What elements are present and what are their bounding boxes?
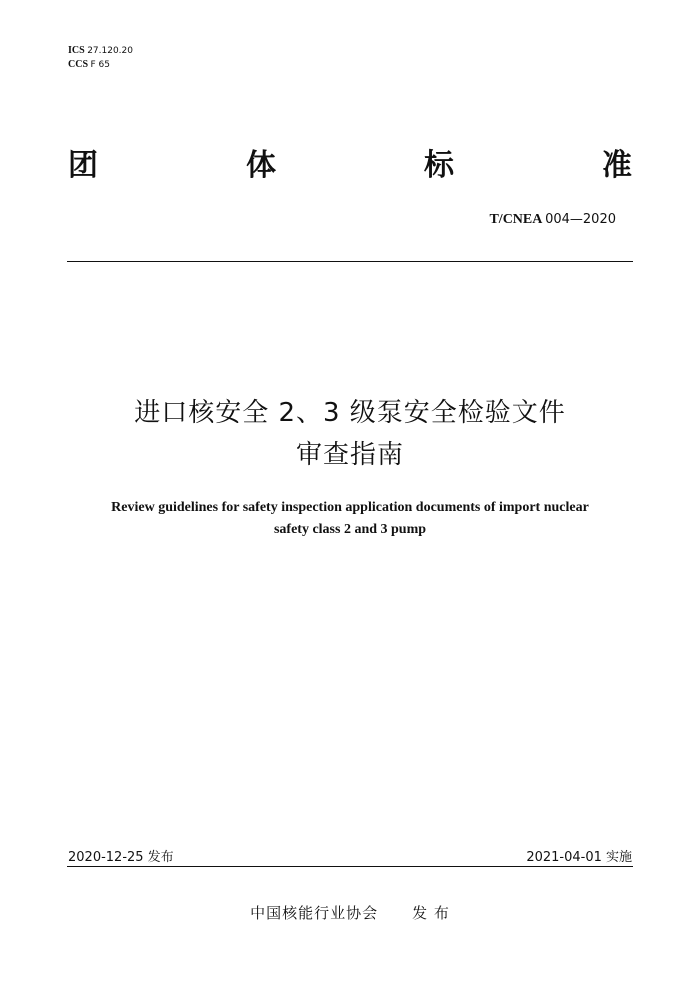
standard-type-char: 标	[424, 148, 454, 183]
issuer-suffix: 发 布	[412, 904, 450, 922]
standard-type-char: 体	[246, 148, 276, 183]
title-en-line-1: Review guidelines for safety inspection application documents of import nuclear	[111, 500, 589, 515]
document-title-cn	[0, 392, 700, 476]
title-cn-line-2: 审查指南	[295, 440, 404, 470]
implement-date: 2021-04-01 实施	[526, 850, 632, 865]
ics-code: ICS 27.120.20	[68, 45, 133, 56]
standard-type-heading	[68, 140, 632, 184]
classification-codes	[68, 44, 133, 72]
document-title-en	[0, 497, 700, 541]
title-cn-line-1: 进口核安全 2、3 级泵安全检验文件	[134, 398, 566, 428]
standard-type-char: 准	[602, 148, 632, 183]
issuer-name: 中国核能行业协会	[250, 904, 379, 922]
ccs-code: CCS F 65	[68, 59, 111, 70]
standard-type-char: 团	[68, 148, 98, 183]
top-divider	[67, 261, 633, 262]
title-en-line-2: safety class 2 and 3 pump	[273, 522, 427, 537]
publish-date: 2020-12-25 发布	[68, 850, 174, 865]
bottom-divider	[67, 866, 633, 867]
standard-number: T/CNEA 004—2020	[489, 212, 616, 227]
issuer-line	[0, 902, 700, 923]
